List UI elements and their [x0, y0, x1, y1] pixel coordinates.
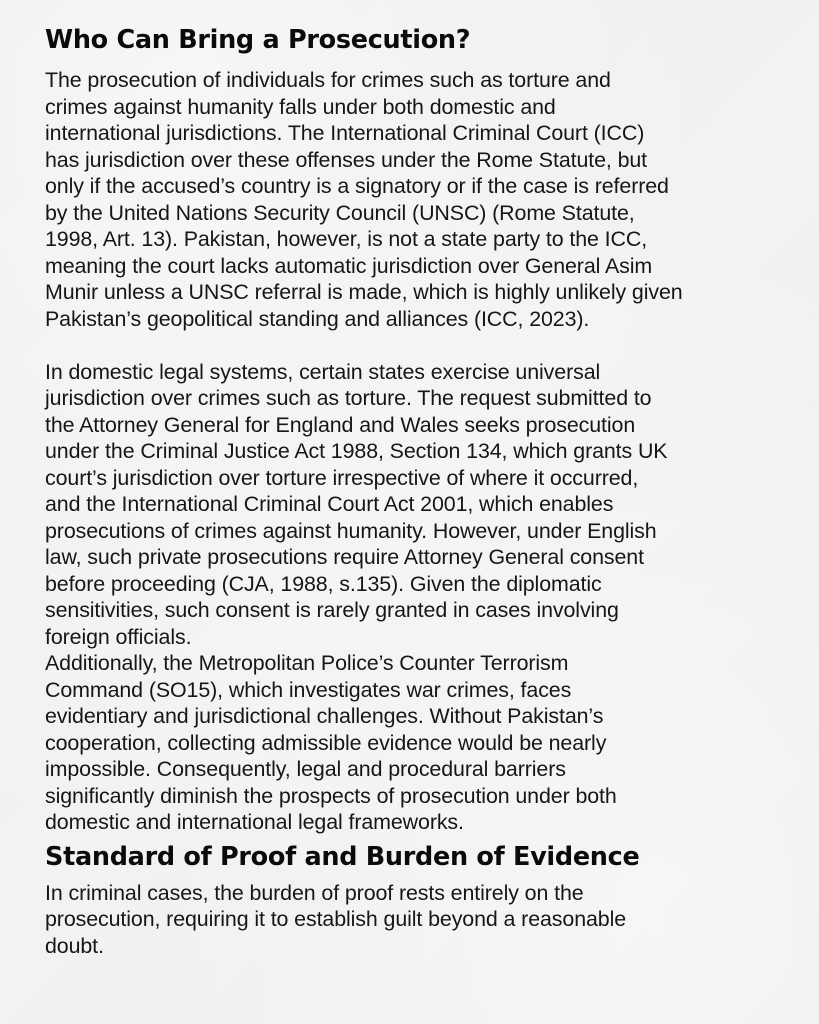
- text-line: sensitivities, such consent is rarely granted in cases involving: [45, 598, 619, 622]
- text-line: under the Criminal Justice Act 1988, Section 134, which grants UK: [45, 439, 668, 463]
- text-line: evidentiary and jurisdictional challenges. Without Pakistan’s: [45, 704, 604, 728]
- text-line: The prosecution of individuals for crimes such as torture and: [45, 68, 611, 92]
- text-line: impossible. Consequently, legal and procedural barriers: [45, 757, 566, 781]
- text-line: domestic and international legal frameworks.: [45, 810, 464, 834]
- text-line: international jurisdictions. The International Criminal Court (ICC): [45, 121, 645, 145]
- text-line: prosecution, requiring it to establish guilt beyond a reasonable: [45, 907, 627, 931]
- paragraph-burden-of-proof: [45, 880, 815, 960]
- section-heading-who-can-bring-prosecution: Who Can Bring a Prosecution?: [45, 25, 471, 55]
- text-line: foreign officials.: [45, 624, 192, 649]
- text-line: meaning the court lacks automatic jurisdiction over General Asim: [45, 253, 653, 278]
- text-line: jurisdiction over crimes such as torture. The request submitted to: [45, 386, 652, 410]
- text-line: the Attorney General for England and Wales seeks prosecution: [45, 412, 636, 437]
- text-line: prosecutions of crimes against humanity. However, under English: [45, 518, 657, 543]
- document-page: [45, 22, 815, 959]
- text-line: Additionally, the Metropolitan Police’s Counter Terrorism: [45, 651, 569, 675]
- text-line: before proceeding (CJA, 1988, s.135). Given the diplomatic: [45, 571, 602, 596]
- paragraph-domestic-jurisdiction: [45, 359, 815, 651]
- text-line: significantly diminish the prospects of prosecution under both: [45, 783, 617, 808]
- text-line: Munir unless a UNSC referral is made, which is highly unlikely given: [45, 280, 683, 304]
- paragraph-metropolitan-police: [45, 650, 815, 836]
- section-standard-of-proof: [45, 839, 815, 960]
- text-line: In criminal cases, the burden of proof rests entirely on the: [45, 880, 584, 905]
- text-line: has jurisdiction over these offenses under the Rome Statute, but: [45, 147, 648, 172]
- paragraph-spacer: [45, 332, 815, 359]
- text-line: cooperation, collecting admissible evidence would be nearly: [45, 730, 607, 755]
- text-line: and the International Criminal Court Act 2001, which enables: [45, 492, 614, 516]
- text-line: only if the accused’s country is a signatory or if the case is referred: [45, 174, 669, 198]
- paragraph-icc-jurisdiction: [45, 67, 815, 332]
- text-line: court’s jurisdiction over torture irrespective of where it occurred,: [45, 465, 639, 490]
- text-line: by the United Nations Security Council (UNSC) (Rome Statute,: [45, 200, 635, 225]
- text-line: crimes against humanity falls under both domestic and: [45, 94, 556, 119]
- text-line: 1998, Art. 13). Pakistan, however, is not a state party to the ICC,: [45, 227, 648, 251]
- text-line: In domestic legal systems, certain states exercise universal: [45, 359, 601, 384]
- section-heading-standard-of-proof: Standard of Proof and Burden of Evidence: [45, 841, 640, 872]
- text-line: Command (SO15), which investigates war crimes, faces: [45, 677, 572, 702]
- text-line: doubt.: [45, 933, 104, 958]
- text-line: law, such private prosecutions require Attorney General consent: [45, 545, 644, 569]
- text-line: Pakistan’s geopolitical standing and alliances (ICC, 2023).: [45, 306, 590, 331]
